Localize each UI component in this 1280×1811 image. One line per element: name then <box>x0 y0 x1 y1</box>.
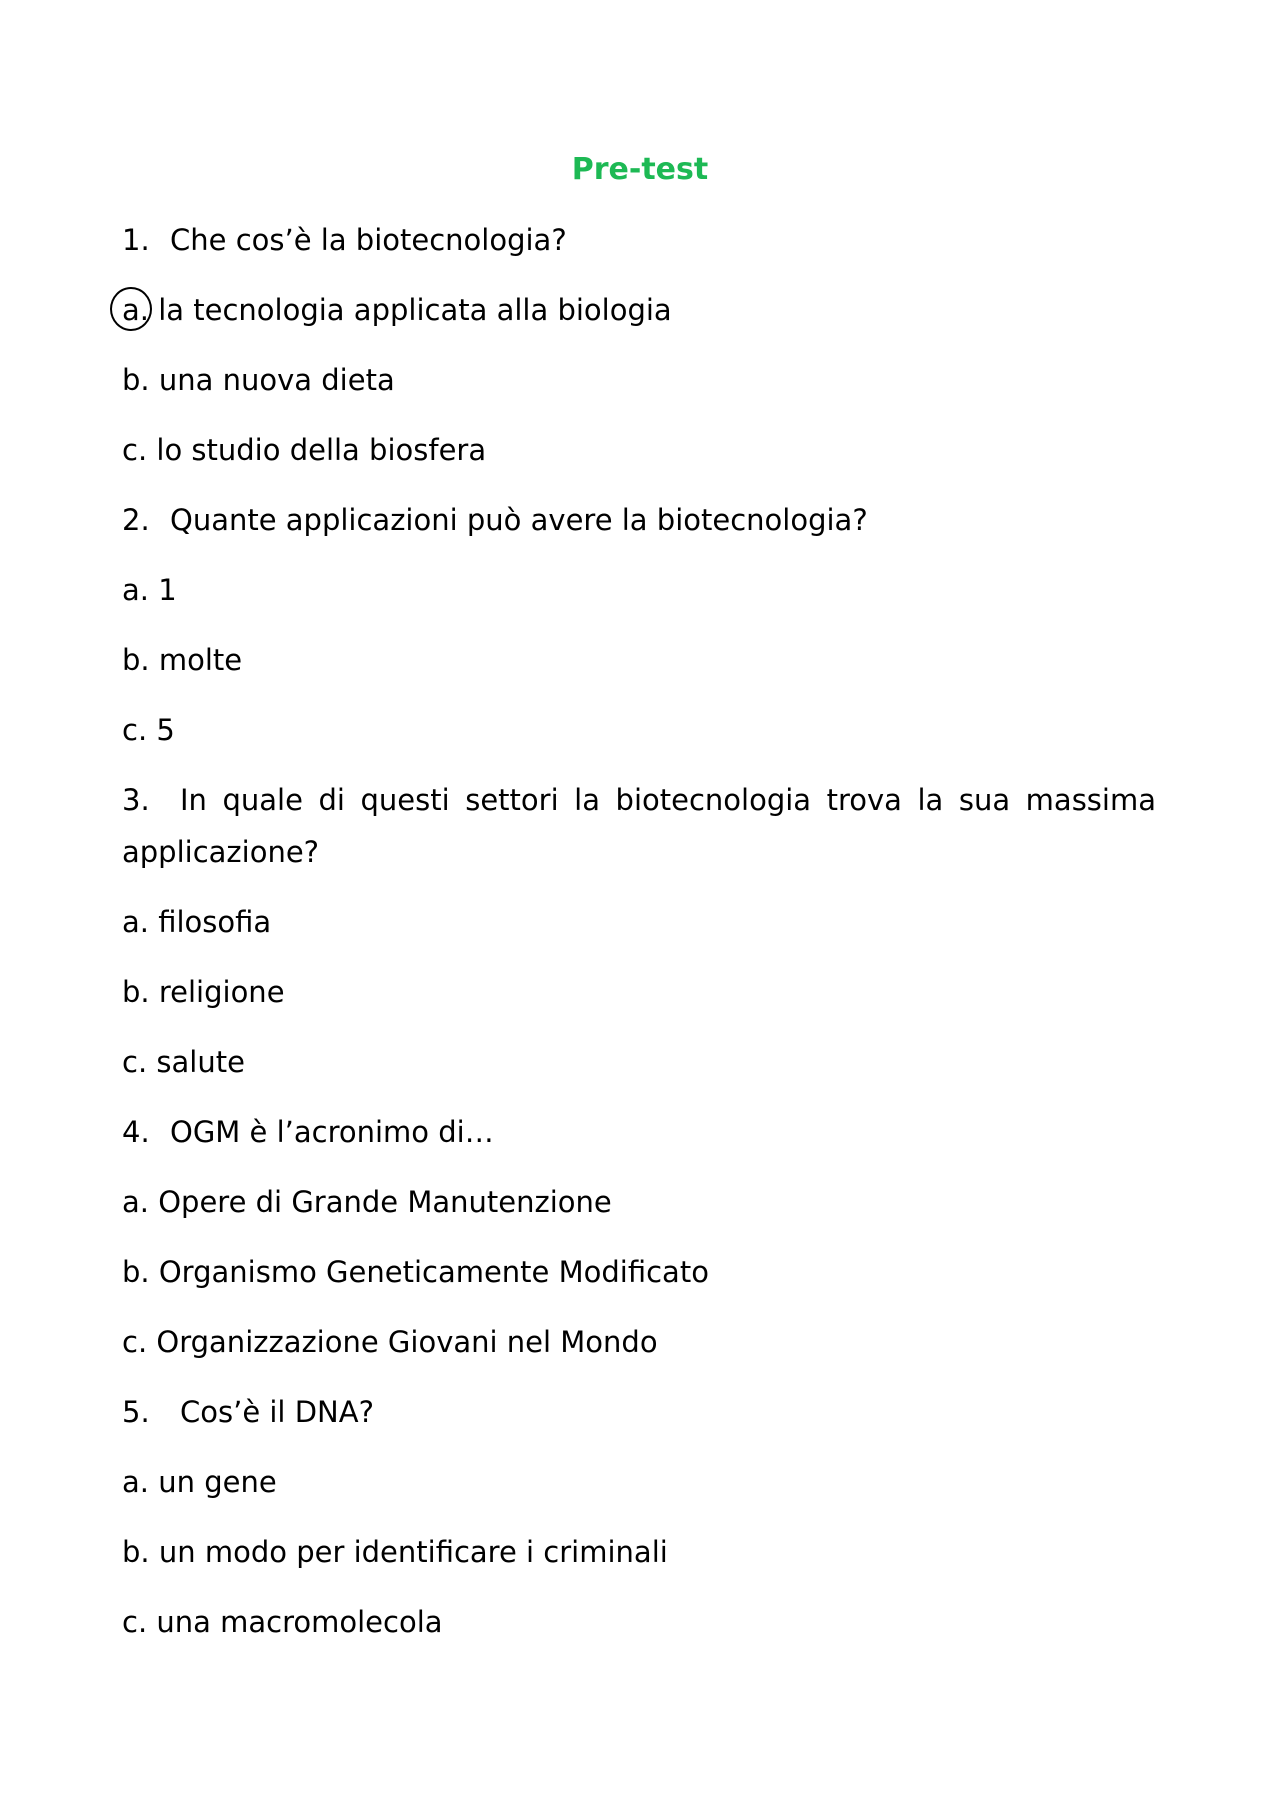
option-letter: c. <box>122 433 148 467</box>
option-text: la tecnologia applicata alla biologia <box>158 293 672 327</box>
option-3b <box>122 972 285 1012</box>
question-text: OGM è l’acronimo di… <box>170 1115 494 1149</box>
option-letter: c. <box>122 1325 148 1359</box>
option-letter: a. <box>122 905 149 939</box>
option-4a <box>122 1182 612 1222</box>
question-number: 3. <box>122 783 150 817</box>
option-2c <box>122 710 175 750</box>
option-5c <box>122 1602 443 1642</box>
option-1c <box>122 430 486 470</box>
question-number: 5. <box>122 1395 150 1429</box>
option-letter: b. <box>122 1535 150 1569</box>
option-text: Opere di Grande Manutenzione <box>158 1185 612 1219</box>
question-text: Quante applicazioni può avere la biotecnologia? <box>170 503 868 537</box>
question-1 <box>122 220 567 260</box>
option-text: una nuova dieta <box>158 363 395 397</box>
question-text: Che cos’è la biotecnologia? <box>170 223 567 257</box>
question-5 <box>122 1392 374 1432</box>
option-letter: a. <box>122 573 149 607</box>
option-letter: c. <box>122 1605 148 1639</box>
option-letter: a. <box>122 293 149 327</box>
option-text: salute <box>156 1045 245 1079</box>
option-1b <box>122 360 395 400</box>
option-2a <box>122 570 177 610</box>
option-text: un gene <box>158 1465 277 1499</box>
option-1a <box>122 290 672 330</box>
option-text: religione <box>158 975 285 1009</box>
option-text: Organismo Geneticamente Modificato <box>158 1255 709 1289</box>
question-4 <box>122 1112 494 1152</box>
circle-mark-icon <box>110 287 152 331</box>
option-5a <box>122 1462 277 1502</box>
option-5b <box>122 1532 668 1572</box>
question-2 <box>122 500 868 540</box>
option-2b <box>122 640 242 680</box>
option-letter: b. <box>122 643 150 677</box>
question-number: 4. <box>122 1115 150 1149</box>
option-text: lo studio della biosfera <box>156 433 487 467</box>
question-3 <box>122 774 1156 878</box>
option-letter: a. <box>122 1185 149 1219</box>
page-title: Pre-test <box>571 152 709 187</box>
option-letter: a. <box>122 1465 149 1499</box>
option-3a <box>122 902 271 942</box>
option-4b <box>122 1252 709 1292</box>
option-text: molte <box>158 643 243 677</box>
option-letter: b. <box>122 363 150 397</box>
option-3c <box>122 1042 245 1082</box>
option-letter: c. <box>122 713 148 747</box>
option-text: una macromolecola <box>156 1605 443 1639</box>
selected-answer-mark <box>122 290 149 330</box>
question-number: 1. <box>122 223 150 257</box>
option-text: 1 <box>158 573 177 607</box>
option-letter: b. <box>122 1255 150 1289</box>
question-text: Cos’è il DNA? <box>180 1395 374 1429</box>
option-letter: b. <box>122 975 150 1009</box>
option-4c <box>122 1322 658 1362</box>
option-text: 5 <box>156 713 175 747</box>
option-letter: c. <box>122 1045 148 1079</box>
option-text: filosofia <box>158 905 272 939</box>
question-text: In quale di questi settori la biotecnologia trova la sua massima applicazione? <box>122 783 1156 869</box>
question-number: 2. <box>122 503 150 537</box>
option-text: un modo per identificare i criminali <box>158 1535 668 1569</box>
option-text: Organizzazione Giovani nel Mondo <box>156 1325 658 1359</box>
